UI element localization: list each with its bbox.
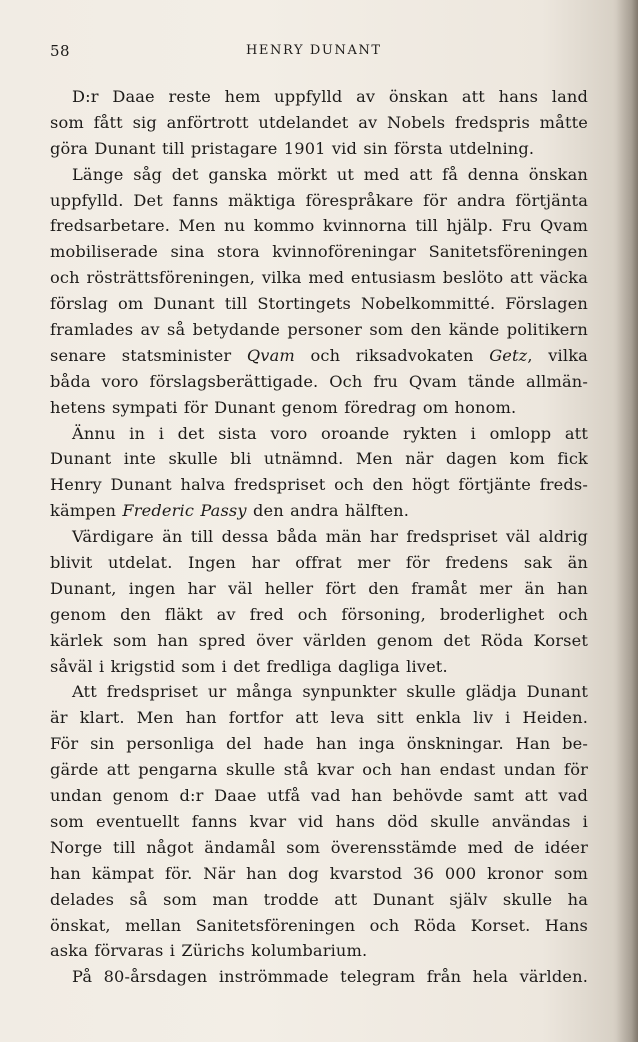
paragraph — [50, 964, 588, 990]
page-edge-shadow — [616, 0, 638, 1042]
text-line — [50, 343, 588, 369]
text-line: önskat, mellan Sanitetsföreningen och Röda Korset. Hans — [50, 915, 588, 935]
text-line: undan genom d:r Daae utfå vad han behövde samt att vad — [50, 786, 588, 806]
text-fragment: den andra hälften. — [246, 501, 410, 521]
body-text — [50, 84, 588, 990]
text-line: mobiliserade sina stora kvinnoföreningar Sanitetsföreningen — [50, 242, 588, 262]
text-line: som eventuellt fanns kvar vid hans död skulle användas i — [50, 811, 588, 831]
text-line: D:r Daae reste hem uppfylld av önskan att hans land — [72, 87, 588, 106]
text-fragment: , vilka — [527, 345, 588, 365]
text-line: framlades av så betydande personer som den kände politikern — [50, 320, 588, 340]
italic-name: Qvam — [246, 345, 295, 365]
paragraph — [50, 162, 588, 421]
text-line: Värdigare än till dessa båda män har fredspriset väl aldrig — [72, 527, 588, 547]
paragraph — [50, 84, 588, 162]
running-title: HENRY DUNANT — [246, 43, 382, 58]
text-line: är klart. Men han fortfor att leva sitt enkla liv i Heiden. — [50, 708, 588, 728]
text-line: aska förvaras i Zürichs kolumbarium. — [50, 941, 368, 961]
page-header — [50, 42, 590, 62]
text-line: På 80-årsdagen inströmmade telegram från hela världen. — [72, 967, 588, 987]
text-fragment: kämpen — [50, 501, 123, 521]
text-line: Länge såg det ganska mörkt ut med att få denna önskan — [72, 164, 588, 184]
paragraph — [50, 421, 588, 525]
text-line: och rösträttsföreningen, vilka med entusiasm beslöto att väcka — [50, 268, 588, 288]
text-fragment: och riksadvokaten — [294, 345, 490, 365]
text-line: uppfylld. Det fanns mäktiga förespråkare för andra förtjänta — [50, 190, 588, 210]
italic-name: Getz — [489, 345, 528, 365]
text-line: Att fredspriset ur många synpunkter skulle glädja Dunant — [72, 682, 588, 702]
text-line: båda voro förslagsberättigade. Och fru Qvam tände allmän- — [50, 371, 588, 391]
paragraph — [50, 524, 588, 679]
text-line: som fått sig anförtrott utdelandet av Nobels fredspris måtte — [50, 112, 588, 132]
text-line: Norge till något ändamål som överensstämde med de idéer — [50, 837, 588, 857]
text-line: Ännu in i det sista voro oroande rykten i omlopp att — [72, 423, 588, 443]
text-line: fredsarbetare. Men nu kommo kvinnorna till hjälp. Fru Qvam — [50, 216, 588, 236]
text-line: Henry Dunant halva fredspriset och den högt förtjänte freds- — [50, 475, 588, 495]
text-line — [50, 498, 588, 524]
text-line: genom den fläkt av fred och försoning, broderlighet och — [50, 604, 588, 624]
text-line: göra Dunant till pristagare 1901 vid sin första utdelning. — [50, 138, 535, 158]
text-line: han kämpat för. När han dog kvarstod 36 000 kronor som — [50, 863, 588, 883]
paragraph — [50, 679, 588, 964]
page-number: 58 — [50, 42, 71, 60]
text-line: hetens sympati för Dunant genom föredrag om honom. — [50, 397, 517, 417]
text-line: För sin personliga del hade han inga önskningar. Han be- — [50, 734, 588, 754]
text-line: kärlek som han spred över världen genom det Röda Korset — [50, 630, 588, 650]
italic-name: Frederic Passy — [122, 501, 247, 521]
text-line: Dunant, ingen har väl heller fört den framåt mer än han — [50, 578, 588, 598]
text-fragment: senare statsminister — [50, 345, 247, 365]
text-line: gärde att pengarna skulle stå kvar och han endast undan för — [50, 760, 588, 780]
text-line: Dunant inte skulle bli utnämnd. Men när dagen kom fick — [50, 449, 588, 469]
text-line: blivit utdelat. Ingen har offrat mer för fredens sak än — [50, 553, 588, 573]
text-line: såväl i krigstid som i det fredliga dagliga livet. — [50, 656, 448, 676]
text-line: förslag om Dunant till Stortingets Nobelkommitté. Förslagen — [50, 294, 588, 314]
text-line: delades så som man trodde att Dunant själv skulle ha — [50, 889, 588, 909]
